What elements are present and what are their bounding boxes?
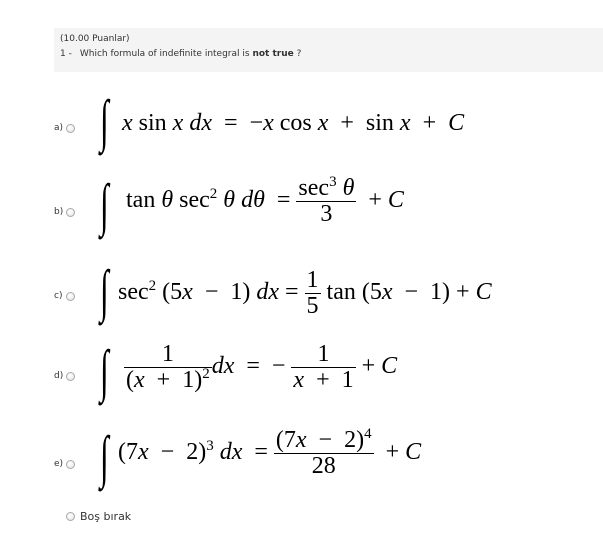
- option-radio-blank[interactable]: [66, 512, 75, 521]
- option-formula-c: ∫ $\sec^2 (5x - 1)$ dx = $\frac{1}{5}$ tan (5x − 1) + C: [100, 258, 492, 323]
- option-letter: d): [54, 371, 64, 381]
- option-letter: b): [54, 207, 64, 217]
- question-header: [54, 28, 603, 72]
- option-radio-e[interactable]: [66, 460, 75, 469]
- question-text: [60, 49, 301, 59]
- question-text-bold: not true: [252, 49, 294, 59]
- question-points: (10.00 Puanlar): [60, 34, 130, 44]
- option-radio-d[interactable]: [66, 372, 75, 381]
- question-text-prefix: Which formula of indefinite integral is: [79, 49, 253, 59]
- option-formula-b: ∫ tan θ $\sec^2 \theta$ dθ = $\frac{\sec^3 \theta}{3}$ + C: [100, 172, 404, 237]
- question-text-suffix: ?: [293, 49, 302, 59]
- option-radio-c[interactable]: [66, 292, 75, 301]
- option-radio-a[interactable]: [66, 124, 75, 133]
- option-radio-b[interactable]: [66, 208, 75, 217]
- option-formula-e: ∫ $(7x - 2)^3$ dx = $\frac{(7x - 2)^4}{28}$ + C: [100, 424, 422, 489]
- option-letter: e): [54, 459, 64, 469]
- question-number: 1 -: [60, 49, 72, 59]
- blank-option-label: Boş bırak: [80, 510, 132, 523]
- option-formula-a: ∫ x sin x dx = −x cos x + sin x + C: [100, 88, 465, 153]
- option-letter: a): [54, 123, 64, 133]
- option-formula-d: ∫ $\frac{1}{(x + 1)^2}$ dx = − $\frac{1}{x + 1}$ + C: [100, 338, 398, 403]
- option-letter: c): [54, 291, 63, 301]
